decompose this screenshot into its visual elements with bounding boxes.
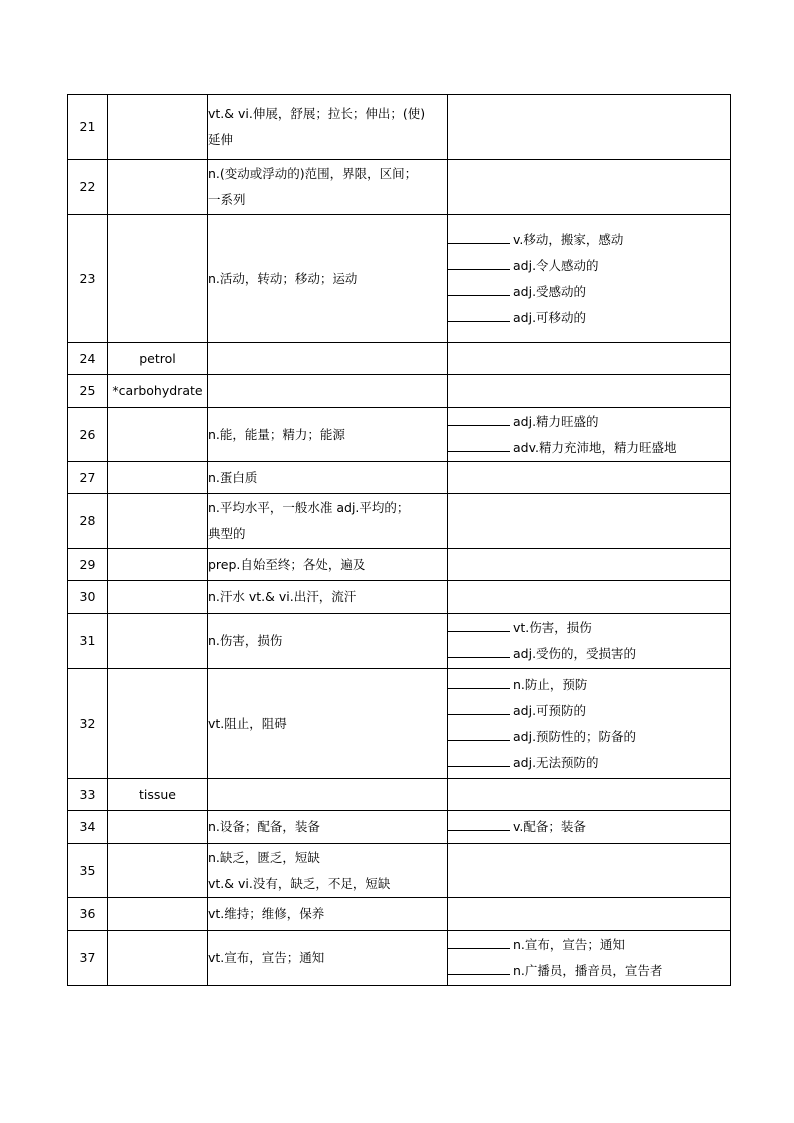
derivative-line [448, 672, 730, 698]
derivative-line [448, 724, 730, 750]
meaning-line: n.设备；配备，装备 [208, 819, 320, 834]
word-cell [108, 614, 208, 669]
word-cell [108, 494, 208, 549]
meaning-line: n.汗水 vt.& vi.出汗，流汗 [208, 589, 357, 604]
derivative-line [448, 750, 730, 776]
word-cell [108, 95, 208, 160]
meaning-cell [208, 462, 448, 494]
meaning-line: vt.& vi.没有，缺乏，不足，短缺 [208, 875, 391, 891]
derivatives-cell [448, 844, 731, 898]
meaning-line: vt.& vi.伸展，舒展；拉长；伸出；(使) [208, 106, 426, 121]
derivative-definition: adj.受伤的，受损害的 [513, 646, 637, 661]
word-cell: petrol [108, 343, 208, 375]
derivative-line [448, 253, 730, 279]
word-cell [108, 462, 208, 494]
fill-in-blank[interactable] [448, 437, 510, 452]
word-cell [108, 931, 208, 986]
derivative-line [448, 814, 730, 840]
derivative-line [448, 227, 730, 253]
table-row [68, 931, 731, 986]
derivative-definition: vt.伤害，损伤 [513, 620, 592, 635]
row-number: 36 [68, 898, 108, 931]
derivatives-cell [448, 95, 731, 160]
derivatives-cell [448, 931, 731, 986]
table-row [68, 375, 731, 408]
word-cell [108, 408, 208, 462]
meaning-line: n.活动，转动；移动；运动 [208, 270, 358, 286]
derivative-line [448, 615, 730, 641]
derivatives-cell [448, 160, 731, 215]
row-number: 33 [68, 779, 108, 811]
row-number: 31 [68, 614, 108, 669]
fill-in-blank[interactable] [448, 726, 510, 741]
derivative-definition: adj.令人感动的 [513, 257, 599, 273]
fill-in-blank[interactable] [448, 643, 510, 658]
derivative-line [448, 305, 730, 331]
meaning-cell [208, 408, 448, 462]
table-row [68, 844, 731, 898]
row-number: 34 [68, 811, 108, 844]
row-number: 26 [68, 408, 108, 462]
table-row [68, 215, 731, 343]
derivative-line [448, 409, 730, 435]
fill-in-blank[interactable] [448, 281, 510, 296]
table-row [68, 95, 731, 160]
meaning-cell [208, 931, 448, 986]
table-row [68, 494, 731, 549]
table-row [68, 614, 731, 669]
meaning-line: vt.宣布，宣告；通知 [208, 950, 325, 965]
derivative-line [448, 698, 730, 724]
derivatives-cell [448, 669, 731, 779]
row-number: 23 [68, 215, 108, 343]
meaning-cell [208, 95, 448, 160]
fill-in-blank[interactable] [448, 307, 510, 322]
meaning-cell [208, 614, 448, 669]
meaning-line: 延伸 [208, 132, 234, 147]
derivative-definition: adj.预防性的；防备的 [513, 728, 637, 744]
meaning-cell [208, 811, 448, 844]
vocabulary-table [67, 94, 731, 986]
derivative-definition: v.移动，搬家，感动 [513, 231, 624, 247]
derivatives-cell [448, 898, 731, 931]
row-number: 37 [68, 931, 108, 986]
word-cell [108, 160, 208, 215]
row-number: 25 [68, 375, 108, 408]
table-row [68, 811, 731, 844]
meaning-cell [208, 581, 448, 614]
derivatives-cell [448, 408, 731, 462]
word-cell [108, 669, 208, 779]
derivatives-cell [448, 343, 731, 375]
row-number: 28 [68, 494, 108, 549]
derivative-definition: adj.精力旺盛的 [513, 413, 599, 429]
word-cell: *carbohydrate [108, 375, 208, 408]
word-cell [108, 898, 208, 931]
meaning-line: n.蛋白质 [208, 469, 258, 485]
derivative-line [448, 932, 730, 958]
meaning-cell [208, 669, 448, 779]
derivatives-cell [448, 494, 731, 549]
derivatives-cell [448, 614, 731, 669]
fill-in-blank[interactable] [448, 752, 510, 767]
meaning-line: n.伤害，损伤 [208, 633, 283, 648]
derivative-definition: n.广播员，播音员，宣告者 [513, 963, 663, 978]
derivative-definition: adj.可预防的 [513, 702, 587, 718]
row-number: 32 [68, 669, 108, 779]
word-cell [108, 215, 208, 343]
fill-in-blank[interactable] [448, 617, 510, 632]
table-row [68, 549, 731, 581]
word-cell [108, 844, 208, 898]
row-number: 22 [68, 160, 108, 215]
fill-in-blank[interactable] [448, 255, 510, 270]
meaning-cell [208, 343, 448, 375]
derivatives-cell [448, 779, 731, 811]
table-row [68, 343, 731, 375]
derivatives-cell [448, 375, 731, 408]
fill-in-blank[interactable] [448, 700, 510, 715]
meaning-line: prep.自始至终；各处，遍及 [208, 556, 366, 572]
table-row [68, 160, 731, 215]
meaning-line: 典型的 [208, 526, 246, 541]
derivatives-cell [448, 215, 731, 343]
derivative-line [448, 279, 730, 305]
meaning-line: n.缺乏，匮乏，短缺 [208, 849, 320, 865]
derivative-definition: v.配备；装备 [513, 819, 586, 834]
table-row [68, 779, 731, 811]
fill-in-blank[interactable] [448, 674, 510, 689]
table-row [68, 581, 731, 614]
table-row [68, 408, 731, 462]
derivatives-cell [448, 462, 731, 494]
fill-in-blank[interactable] [448, 816, 510, 831]
derivative-line [448, 435, 730, 461]
word-cell: tissue [108, 779, 208, 811]
table-row [68, 898, 731, 931]
derivatives-cell [448, 549, 731, 581]
meaning-cell [208, 215, 448, 343]
meaning-cell [208, 844, 448, 898]
derivative-definition: n.宣布，宣告；通知 [513, 937, 625, 952]
meaning-line: n.(变动或浮动的)范围，界限，区间； [208, 166, 418, 181]
table-row [68, 462, 731, 494]
word-cell [108, 581, 208, 614]
derivative-definition: adj.无法预防的 [513, 754, 599, 770]
meaning-cell [208, 549, 448, 581]
derivative-line [448, 958, 730, 984]
meaning-line: vt.维持；维修，保养 [208, 906, 325, 921]
row-number: 29 [68, 549, 108, 581]
meaning-cell [208, 898, 448, 931]
fill-in-blank[interactable] [448, 229, 510, 244]
row-number: 30 [68, 581, 108, 614]
meaning-line: vt.阻止，阻碍 [208, 715, 287, 731]
derivative-definition: n.防止，预防 [513, 676, 588, 692]
derivatives-cell [448, 811, 731, 844]
meaning-cell [208, 494, 448, 549]
meaning-line: n.平均水平，一般水准 adj.平均的； [208, 500, 410, 515]
derivatives-cell [448, 581, 731, 614]
meaning-cell [208, 160, 448, 215]
table-row [68, 669, 731, 779]
row-number: 35 [68, 844, 108, 898]
meaning-cell [208, 375, 448, 408]
derivative-definition: adj.受感动的 [513, 283, 587, 299]
derivative-definition: adj.可移动的 [513, 309, 587, 325]
word-cell [108, 549, 208, 581]
word-cell [108, 811, 208, 844]
meaning-cell [208, 779, 448, 811]
meaning-line: n.能，能量；精力；能源 [208, 426, 345, 442]
fill-in-blank[interactable] [448, 960, 510, 975]
meaning-line: 一系列 [208, 192, 246, 207]
derivative-definition: adv.精力充沛地，精力旺盛地 [513, 439, 677, 455]
row-number: 27 [68, 462, 108, 494]
row-number: 24 [68, 343, 108, 375]
derivative-line [448, 641, 730, 667]
fill-in-blank[interactable] [448, 934, 510, 949]
fill-in-blank[interactable] [448, 411, 510, 426]
row-number: 21 [68, 95, 108, 160]
